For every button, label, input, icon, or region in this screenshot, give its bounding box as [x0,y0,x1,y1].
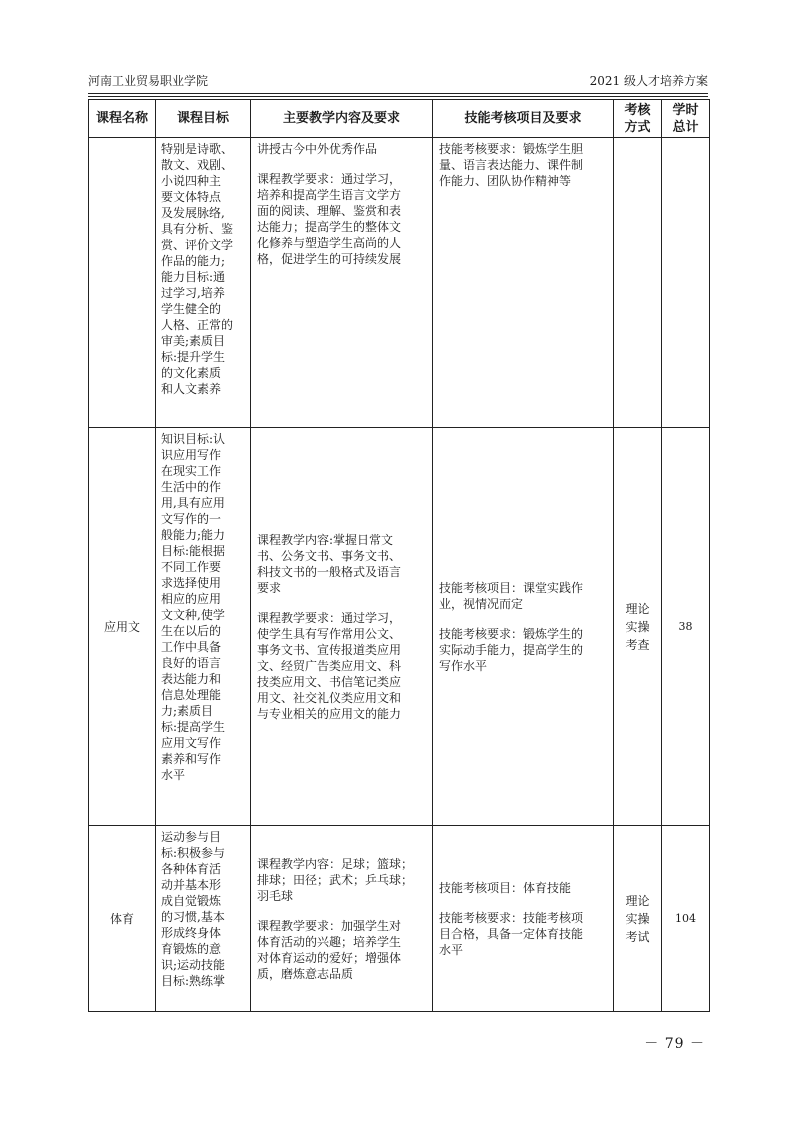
total-hours-cell: 104 [662,826,710,1012]
header-document-title: 2021 级人才培养方案 [589,74,708,88]
header-course-name: 课程名称 [89,100,156,138]
table-row [89,826,710,1012]
page-number: － 79 － [644,1036,705,1052]
header-course-goal: 课程目标 [156,100,251,138]
course-name-cell [89,138,156,428]
header-total-hours: 学时 总计 [662,100,710,138]
table-row [89,138,710,428]
course-goal-cell: 运动参与目 标:积极参与 各种体育活 动并基本形 成自觉锻炼 的习惯,基本 形成终身体 育锻炼的意 识;运动技能 目标:熟练掌 [156,826,251,1012]
exam-method-cell [614,138,662,428]
skill-paragraph: 技能考核要求：技能考核项 目合格，具备一定体育技能 水平 [439,910,584,957]
header-exam-method: 考核 方式 [614,100,662,138]
content-paragraph: 课程教学要求：通过学习， 培养和提高学生语言文学方 面的阅读、理解、鉴赏和表 达能力；提高学生的整体文 化修养与塑造学生高尚的人 格，促进学生的可持续发展 [257,172,402,266]
skill-paragraph: 技能考核要求：锻炼学生的 实际动手能力，提高学生的 写作水平 [439,626,584,673]
table-header-row [89,100,710,138]
course-name-cell: 应用文 [89,428,156,826]
skill-paragraph: 技能考核要求：锻炼学生胆 量、语言表达能力、课件制 作能力、团队协作精神等 [439,142,584,188]
page-header [88,70,708,92]
header-school-name: 河南工业贸易职业学院 [88,74,209,88]
total-hours-cell [662,138,710,428]
course-name-cell: 体育 [89,826,156,1012]
skill-paragraph: 技能考核项目：课堂实践作 业，视情况而定 [439,580,584,611]
table-row [89,428,710,826]
exam-method-cell: 理论 实操 考查 [614,428,662,826]
header-teaching-content: 主要教学内容及要求 [251,100,433,138]
header-rule-thin [88,96,708,97]
content-paragraph: 课程教学要求：通过学习， 使学生具有写作常用公文、 事务文书、宣传报道类应用 文、经贸广告类应用文、科 技类应用文、书信笔记类应 用文、社交礼仪类应用文和 与专业相关的应用文的能力 [257,610,402,721]
header-rule-thick [88,93,708,94]
exam-method-cell: 理论 实操 考试 [614,826,662,1012]
teaching-content-cell [251,826,433,1012]
skill-assessment-cell [433,138,614,428]
teaching-content-cell [251,428,433,826]
skill-assessment-cell [433,826,614,1012]
content-paragraph: 讲授古今中外优秀作品 [257,142,378,156]
course-table [88,99,710,1012]
course-goal-cell: 特别是诗歌、 散文、戏剧、 小说四种主 要文体特点 及发展脉络, 具有分析、鉴 赏、评价文学 作品的能力; 能力目标:通 过学习,培养 学生健全的 人格、正常的 审美;素质目 标:提升学生 的文化素质 和人文素养 [156,138,251,428]
content-paragraph: 课程教学内容:掌握日常文 书、公务文书、事务文书、 科技文书的一般格式及语言 要求 [257,532,402,595]
course-goal-cell: 知识目标:认 识应用写作 在现实工作 生活中的作 用,具有应用 文写作的一 般能力;能力 目标:能根据 不同工作要 求选择使用 相应的应用 文文种,使学 生在以后的 工作中具备 良好的语言 表达能力和 信息处理能 力;素质目 标:提高学生 应用文写作 素养和写作 水平 [156,428,251,826]
header-skill-assessment: 技能考核项目及要求 [433,100,614,138]
teaching-content-cell [251,138,433,428]
skill-assessment-cell [433,428,614,826]
content-paragraph: 课程教学要求：加强学生对 体育活动的兴趣；培养学生 对体育运动的爱好；增强体 质，磨炼意志品质 [257,918,402,981]
skill-paragraph: 技能考核项目：体育技能 [439,880,572,895]
total-hours-cell: 38 [662,428,710,826]
content-paragraph: 课程教学内容：足球；篮球； 排球；田径；武术；乒乓球； 羽毛球 [257,856,414,903]
